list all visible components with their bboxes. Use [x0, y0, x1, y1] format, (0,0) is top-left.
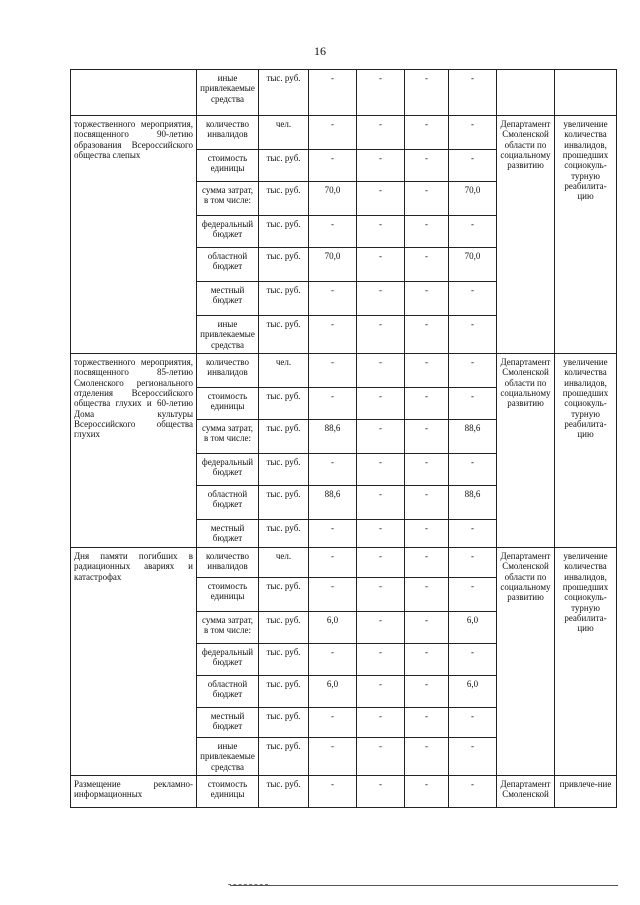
indicator-cell: федеральный бюджет: [197, 454, 259, 486]
indicator-cell: сумма затрат, в том числе:: [197, 182, 259, 216]
value-cell: -: [357, 612, 405, 644]
value-cell: -: [309, 150, 357, 182]
unit-cell: тыс. руб.: [259, 150, 309, 182]
value-cell: -: [449, 70, 497, 116]
value-cell: -: [357, 248, 405, 282]
unit-cell: тыс. руб.: [259, 454, 309, 486]
activity-description: Дня памяти погибших в радиационных авариях и катастрофах: [71, 548, 197, 776]
value-cell: -: [449, 282, 497, 316]
indicator-cell: федеральный бюджет: [197, 644, 259, 676]
value-cell: -: [357, 738, 405, 776]
value-cell: -: [449, 454, 497, 486]
indicator-cell: стоимость единицы: [197, 578, 259, 612]
program-table: [70, 69, 617, 808]
unit-cell: тыс. руб.: [259, 708, 309, 738]
activity-description: [71, 70, 197, 116]
value-cell: 70,0: [449, 248, 497, 282]
value-cell: -: [405, 216, 449, 248]
value-cell: -: [405, 354, 449, 388]
indicator-cell: количество инвалидов: [197, 354, 259, 388]
value-cell: 6,0: [309, 676, 357, 708]
value-cell: -: [309, 116, 357, 150]
value-cell: -: [309, 354, 357, 388]
value-cell: 88,6: [449, 486, 497, 520]
executor-cell: Департамент Смоленской области по социальному развитию: [497, 354, 555, 548]
value-cell: -: [405, 454, 449, 486]
unit-cell: чел.: [259, 116, 309, 150]
activity-description: торжественного мероприятия, посвященного 90-летию образования Всероссийского общества слепых: [71, 116, 197, 354]
result-cell: увеличение количества инвалидов, прошедших социокуль-турную реабилита-цию: [555, 354, 617, 548]
indicator-cell: иные привлекаемые средства: [197, 316, 259, 354]
unit-cell: тыс. руб.: [259, 420, 309, 454]
unit-cell: чел.: [259, 354, 309, 388]
value-cell: -: [309, 776, 357, 808]
value-cell: -: [449, 216, 497, 248]
value-cell: -: [405, 520, 449, 548]
value-cell: -: [357, 70, 405, 116]
unit-cell: тыс. руб.: [259, 644, 309, 676]
value-cell: -: [449, 354, 497, 388]
table-row: [71, 116, 617, 150]
value-cell: -: [357, 420, 405, 454]
value-cell: -: [357, 644, 405, 676]
executor-cell: Департамент Смоленской: [497, 776, 555, 808]
value-cell: -: [357, 182, 405, 216]
unit-cell: тыс. руб.: [259, 70, 309, 116]
value-cell: -: [405, 316, 449, 354]
indicator-cell: количество инвалидов: [197, 548, 259, 578]
indicator-cell: местный бюджет: [197, 520, 259, 548]
value-cell: -: [309, 316, 357, 354]
indicator-cell: федеральный бюджет: [197, 216, 259, 248]
value-cell: -: [405, 548, 449, 578]
indicator-cell: областной бюджет: [197, 486, 259, 520]
value-cell: 6,0: [449, 676, 497, 708]
unit-cell: тыс. руб.: [259, 248, 309, 282]
value-cell: -: [309, 216, 357, 248]
value-cell: 70,0: [449, 182, 497, 216]
value-cell: -: [405, 116, 449, 150]
indicator-cell: количество инвалидов: [197, 116, 259, 150]
unit-cell: тыс. руб.: [259, 216, 309, 248]
value-cell: -: [449, 644, 497, 676]
value-cell: -: [449, 578, 497, 612]
unit-cell: чел.: [259, 548, 309, 578]
value-cell: -: [357, 150, 405, 182]
value-cell: -: [405, 578, 449, 612]
value-cell: -: [309, 520, 357, 548]
value-cell: -: [449, 708, 497, 738]
value-cell: -: [405, 776, 449, 808]
value-cell: -: [309, 578, 357, 612]
unit-cell: тыс. руб.: [259, 676, 309, 708]
unit-cell: тыс. руб.: [259, 776, 309, 808]
value-cell: -: [357, 454, 405, 486]
value-cell: 88,6: [309, 486, 357, 520]
result-cell: увеличение количества инвалидов, прошедших социокуль-турную реабилита-цию: [555, 116, 617, 354]
unit-cell: тыс. руб.: [259, 738, 309, 776]
unit-cell: тыс. руб.: [259, 520, 309, 548]
executor-cell: Департамент Смоленской области по социальному развитию: [497, 116, 555, 354]
indicator-cell: стоимость единицы: [197, 776, 259, 808]
value-cell: -: [309, 738, 357, 776]
value-cell: -: [449, 738, 497, 776]
bottom-rule: [230, 885, 618, 886]
indicator-cell: иные привлекаемые средства: [197, 70, 259, 116]
indicator-cell: местный бюджет: [197, 282, 259, 316]
value-cell: -: [309, 388, 357, 420]
value-cell: 88,6: [449, 420, 497, 454]
value-cell: -: [357, 316, 405, 354]
executor-cell: Департамент Смоленской области по социальному развитию: [497, 548, 555, 776]
value-cell: -: [405, 70, 449, 116]
indicator-cell: местный бюджет: [197, 708, 259, 738]
value-cell: -: [357, 216, 405, 248]
value-cell: -: [405, 676, 449, 708]
value-cell: -: [405, 282, 449, 316]
result-cell: привлече-ние: [555, 776, 617, 808]
unit-cell: тыс. руб.: [259, 316, 309, 354]
value-cell: -: [449, 548, 497, 578]
value-cell: -: [405, 150, 449, 182]
indicator-cell: сумма затрат, в том числе:: [197, 612, 259, 644]
value-cell: -: [309, 70, 357, 116]
value-cell: -: [405, 612, 449, 644]
value-cell: -: [449, 150, 497, 182]
value-cell: -: [405, 388, 449, 420]
table-body: [71, 70, 617, 808]
value-cell: -: [449, 776, 497, 808]
value-cell: -: [405, 420, 449, 454]
table-row: [71, 548, 617, 578]
value-cell: -: [357, 548, 405, 578]
table-row: [71, 776, 617, 808]
unit-cell: тыс. руб.: [259, 578, 309, 612]
value-cell: -: [357, 388, 405, 420]
table-row: [71, 70, 617, 116]
value-cell: -: [357, 776, 405, 808]
value-cell: -: [449, 116, 497, 150]
value-cell: 70,0: [309, 248, 357, 282]
value-cell: -: [309, 282, 357, 316]
unit-cell: тыс. руб.: [259, 182, 309, 216]
value-cell: 6,0: [309, 612, 357, 644]
value-cell: -: [357, 676, 405, 708]
value-cell: -: [449, 316, 497, 354]
value-cell: -: [357, 116, 405, 150]
value-cell: -: [405, 486, 449, 520]
value-cell: -: [405, 644, 449, 676]
value-cell: -: [449, 520, 497, 548]
value-cell: -: [449, 388, 497, 420]
indicator-cell: сумма затрат, в том числе:: [197, 420, 259, 454]
unit-cell: тыс. руб.: [259, 486, 309, 520]
value-cell: 6,0: [449, 612, 497, 644]
value-cell: 88,6: [309, 420, 357, 454]
value-cell: -: [309, 548, 357, 578]
page-number: 16: [314, 44, 326, 58]
value-cell: -: [405, 708, 449, 738]
value-cell: -: [357, 486, 405, 520]
value-cell: -: [309, 708, 357, 738]
unit-cell: тыс. руб.: [259, 282, 309, 316]
value-cell: -: [309, 644, 357, 676]
indicator-cell: иные привлекаемые средства: [197, 738, 259, 776]
value-cell: 70,0: [309, 182, 357, 216]
value-cell: -: [357, 354, 405, 388]
activity-description: торжественного мероприятия, посвященного 85-летию Смоленского регионального отделения Всероссийского общества глухих и 60-летию Дома культуры Всероссийского общества глухих: [71, 354, 197, 548]
indicator-cell: стоимость единицы: [197, 150, 259, 182]
value-cell: -: [357, 520, 405, 548]
unit-cell: тыс. руб.: [259, 612, 309, 644]
unit-cell: тыс. руб.: [259, 388, 309, 420]
value-cell: -: [357, 578, 405, 612]
value-cell: -: [357, 282, 405, 316]
indicator-cell: областной бюджет: [197, 248, 259, 282]
value-cell: -: [309, 454, 357, 486]
bottom-dash-rule: [228, 884, 268, 885]
result-cell: [555, 70, 617, 116]
value-cell: -: [405, 738, 449, 776]
indicator-cell: стоимость единицы: [197, 388, 259, 420]
value-cell: -: [405, 182, 449, 216]
table-row: [71, 354, 617, 388]
executor-cell: [497, 70, 555, 116]
value-cell: -: [357, 708, 405, 738]
result-cell: увеличение количества инвалидов, прошедших социокуль-турную реабилита-цию: [555, 548, 617, 776]
value-cell: -: [405, 248, 449, 282]
activity-description: Размещение рекламно-информационных: [71, 776, 197, 808]
indicator-cell: областной бюджет: [197, 676, 259, 708]
